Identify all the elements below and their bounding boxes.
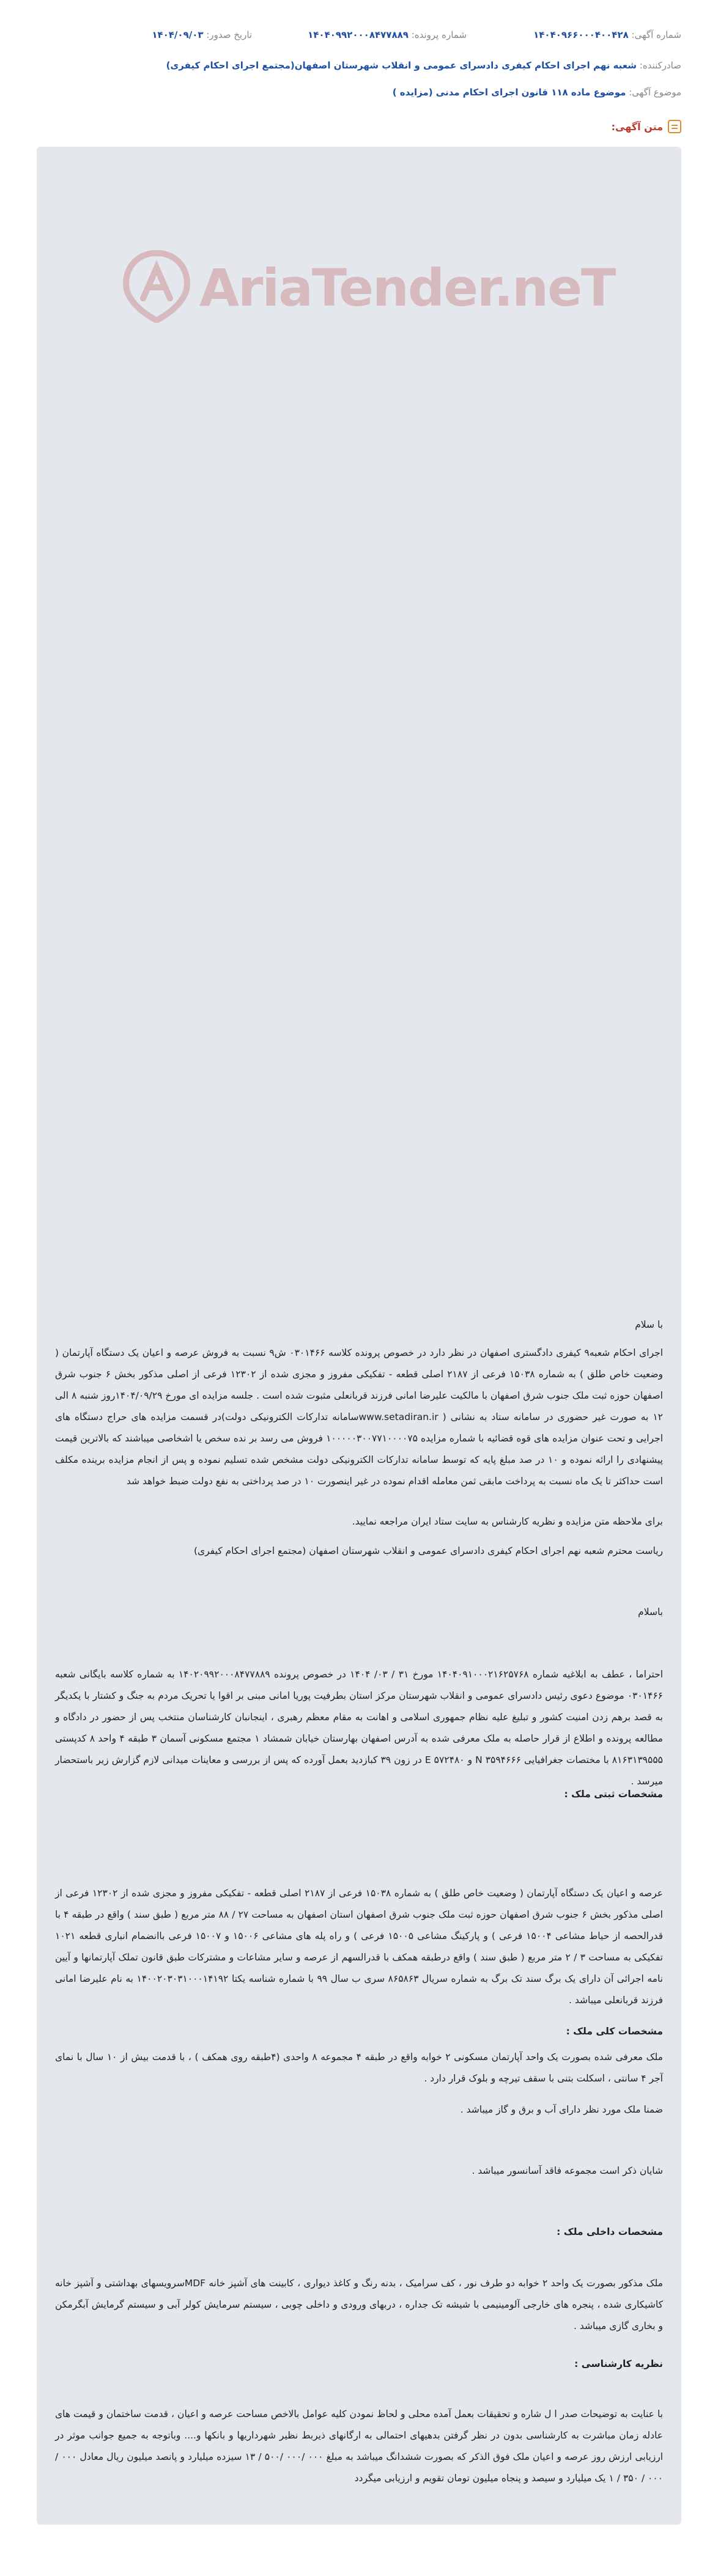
paragraph-registration-specs: عرصه و اعیان یک دستگاه آپارتمان ( وضعیت خاص طلق ) به شماره ۱۵۰۳۸ فرعی از ۲۱۸۷ اصلی قطعه - تفکیکی مفروز و مجزی شده از ۱۲۳۰۲ فرعی از اصلی مذکور بخش ۶ جنوب شرق اصفهان حوزه ثبت ملک جنوب شرق اصفهان استان اصفهان به مساحت ۲۷ / ۸۸ متر مربع ( طبق سند ) واقع در طبقه ۴ با قدرالحصه از حیاط مشاعی ۱۵۰۰۴ فرعی ) و پارکینگ مشاعی ۱۵۰۰۵ فرعی ) و راه پله های مشاعی ۱۵۰۰۶ و ۱۵۰۰۷ فرعی باانضمام انباری قطعه ۱۰۲۱ تفکیکی به مساحت ۳ / ۲ متر مربع ( طبق سند ) واقع درطبقه همکف با قدرالسهم از عرصه و سایر مشاعات و مشترکات طبق قانون تملک آپارتمانها و آیین نامه اجرائی آن دارای یک برگ سند تک برگ به شماره سریال ۸۶۵۸۶۳ سری ب سال ۹۹ با شماره شناسه یکتا ۱۴۰۰۲۰۳۰۳۱۰۰۰۱۴۱۹۲ به نام علیرضا امانی فرزند قربانعلی میباشد . (55, 1888, 664, 2006)
case-number-value: ۱۴۰۴۰۹۹۲۰۰۰۸۴۷۷۸۸۹ (308, 29, 409, 40)
paragraph-announcement: اجرای احکام شعبه۹ کیفری دادگستری اصفهان در نظر دارد در خصوص پرونده کلاسه ۰۳۰۱۴۶۶ ش۹ نسبت به فروش عرصه و اعیان یک دستگاه آپارتمان ( وضعیت خاص طلق ) به شماره ۱۵۰۳۸ فرعی از ۲۱۸۷ اصلی قطعه - تفکیکی مفروز و مجزی شده از ۱۲۳۰۲ فرعی از اصلی مذکور بخش ۶ جنوب شرق اصفهان حوزه ثبت ملک جنوب شرق اصفهان با مالکیت علیرضا امانی فرزند قربانعلی مثبوت شده است . جلسه مزایده ای مورخ ۱۴۰۴/۰۹/۲۹روز شنبه ۸ الی ۱۲ به صورت غیر حضوری در سامانه ستاد به نشانی ( www.setadiran.irسامانه تدارکات الکترونیکی دولت)در قسمت مزایده های حراج دستگاه های اجرایی و تحت عنوان مزایده های قوه قضائیه با شماره مزایده ۱۰۰۰۰۰۳۰۰۷۷۱۰۰۰۰۷۵ فروش می رسد بر نده سخص یا اشخاصی میباشند که بالاترین قیمت پیشنهادی را ارائه نموده و ۱۰ در صد مبلغ پایه که توسط سامانه تدارکات الکترونیکی دولت مشخص شده تسلیم نموده و پس از انجام مزایده برینده مکلف است حداکثر تا یک ماه نسبت به پرداخت مابقی ثمن معامله اقدام نموده در غیر اینصورت ۱۰ در صد پرداختی به نفع دولت ضبط خواهد شد (55, 1347, 664, 1487)
paragraph-interior-specs: ملک مذکور بصورت یک واحد ۲ خوابه دو طرف نور ، کف سرامیک ، بدنه رنگ و کاغذ دیواری ، کابینت های آشپز خانه MDFسرویسهای بهداشتی و آشپز خانه کاشیکاری شده ، پنجره های خارجی آلومینیمی با شیشه تک جداره ، دربهای ورودی و داخلی چوبی ، سیستم سرمایش کولر آبی و سیستم گرمایش آبگرمکن و بخاری گازی میباشد . (55, 2278, 663, 2331)
section-title (612, 120, 681, 133)
aria-logo-icon (120, 249, 193, 323)
section-title-text: متن آگهی: (611, 120, 663, 133)
issuer-label: صادرکننده: (639, 60, 681, 71)
issuer-value: شعبه نهم اجرای احکام کیفری دادسرای عمومی و انقلاب شهرستان اصفهان(مجتمع اجرای احکام کیفری) (166, 60, 637, 71)
case-number-label: شماره پرونده: (411, 29, 467, 40)
issuer-row (37, 60, 681, 71)
paragraph-expert-intro: احتراما ، عطف به ابلاغیه شماره ۱۴۰۴۰۹۱۰۰۰۲۱۶۲۵۷۶۸ مورخ ۳۱ / ۰۳/ ۱۴۰۴ در خصوص پرونده ۱۴۰۲۰۹۹۲۰۰۰۸۴۷۷۸۸۹ به شماره کلاسه بایگانی شعبه ۰۳۰۱۴۶۶ موضوع دعوی رئیس دادسرای عمومی و انقلاب شهرستان مرکز استان بطرفیت پوریا امانی مبنی بر اقوا یا تحریک مردم به جنگ و کشتار با یکدیگر به قصد برهم زدن امنیت کشور و تبلیغ علیه نظام جمهوری اسلامی و اهانت به مقام معظم رهبری ، اینجانبان کارشناسان منتخب پس از حضور در دادگاه و مطالعه پرونده و اطلاع از قرار حاصله به ملک معرفی شده به آدرس اصفهان بهارستان خیابان شمشاد ۱ مجتمع مسکونی آسمان ۳ طبقه ۴ واحد ۸ کدپستی ۸۱۶۳۱۳۹۵۵۵ با مختصات جغرافیایی ۳۵۹۴۶۶۶ N و ۵۷۲۴۸۰ E در زون ۳۹ کبازدید بعمل آورده که پس از بررسی و معاینات میدانی لازم گزارش زیر باستحضار میرسد . (55, 1669, 663, 1787)
paragraph-utilities: ضمنا ملک مورد نظر دارای آب و برق و گاز میباشد . (460, 2104, 663, 2115)
ad-number-value: ۱۴۰۴۰۹۶۶۰۰۰۴۰۰۴۲۸ (533, 29, 629, 40)
case-number (252, 29, 467, 44)
subject-label: موضوع آگهی: (629, 87, 681, 98)
ad-number-label: شماره آگهی: (631, 29, 681, 40)
paragraph-elevator: شایان ذکر است مجموعه فاقد آسانسور میباشد . (472, 2165, 663, 2176)
watermark (120, 249, 615, 329)
paragraph-setad-note: برای ملاحظه متن مزایده و نظریه کارشناس به سایت ستاد ایران مراجعه نمایید. (352, 1516, 663, 1527)
issue-date (37, 29, 252, 44)
paragraph-addressee: ریاست محترم شعبه نهم اجرای احکام کیفری دادسرای عمومی و انقلاب شهرستان اصفهان (مجتمع اجرای احکام کیفری) (194, 1545, 663, 1556)
heading-general-specs: مشخصات کلی ملک : (566, 2026, 663, 2037)
watermark-text: AriaTender.neT (199, 258, 615, 318)
issue-date-value: ۱۴۰۴/۰۹/۰۳ (152, 29, 204, 40)
heading-registration-specs: مشخصات ثبتی ملک : (564, 1789, 663, 1800)
heading-expert-opinion: نظریه کارشناسی : (574, 2358, 663, 2369)
document-icon (668, 120, 681, 133)
paragraph-salutation: باسلام (638, 1606, 663, 1617)
paragraph-expert-opinion: با عنایت به توضیحات صدر ا ل شاره و تحقیقات بعمل آمده محلی و لحاظ نمودن کلیه عوامل بالاخص مساحت عرصه و اعیان ، قدمت ساختمان و قیمت های عادله زمان مباشرت به کارشناسی بدون در نظر گرفتن بدهیهای احتمالی به ارگانهای ذیربط نظیر شهرداریها و بانکها و.... وباتوجه به جمیع جوانب موثر در ارزیابی ارزش روز عرصه و اعیان ملک فوق الذکر که بصورت ششدانگ میباشد به مبلغ ۰۰۰ /۰۰۰ /۵۰۰ / ۱۳ سیزده میلیارد و پانصد میلیون ریال معادل ۰۰۰ / ۰۰۰ / ۳۵۰ / ۱ یک میلیارد و سیصد و پنجاه میلیون تومان تقویم و ارزیابی میگردد (55, 2409, 663, 2484)
heading-interior-specs: مشخصات داخلی ملک : (557, 2226, 663, 2237)
issue-date-label: تاریخ صدور: (206, 29, 253, 40)
ad-number (467, 29, 681, 44)
paragraph-general-specs: ملک معرفی شده بصورت یک واحد آپارتمان مسکونی ۲ خوابه واقع در طبقه ۴ مجموعه ۸ واحدی (۴طبقه روی همکف ) ، با قدمت بیش از ۱۰ سال با نمای آجر ۴ سانتی ، اسکلت بتنی با سقف تیرچه و بلوک قرار دارد . (55, 2052, 663, 2084)
greeting: با سلام (635, 1319, 663, 1330)
subject-row (37, 87, 681, 98)
header-meta-row (37, 29, 681, 44)
subject-value: موضوع ماده ۱۱۸ قانون اجرای احکام مدنی (مزایده ) (392, 87, 626, 98)
